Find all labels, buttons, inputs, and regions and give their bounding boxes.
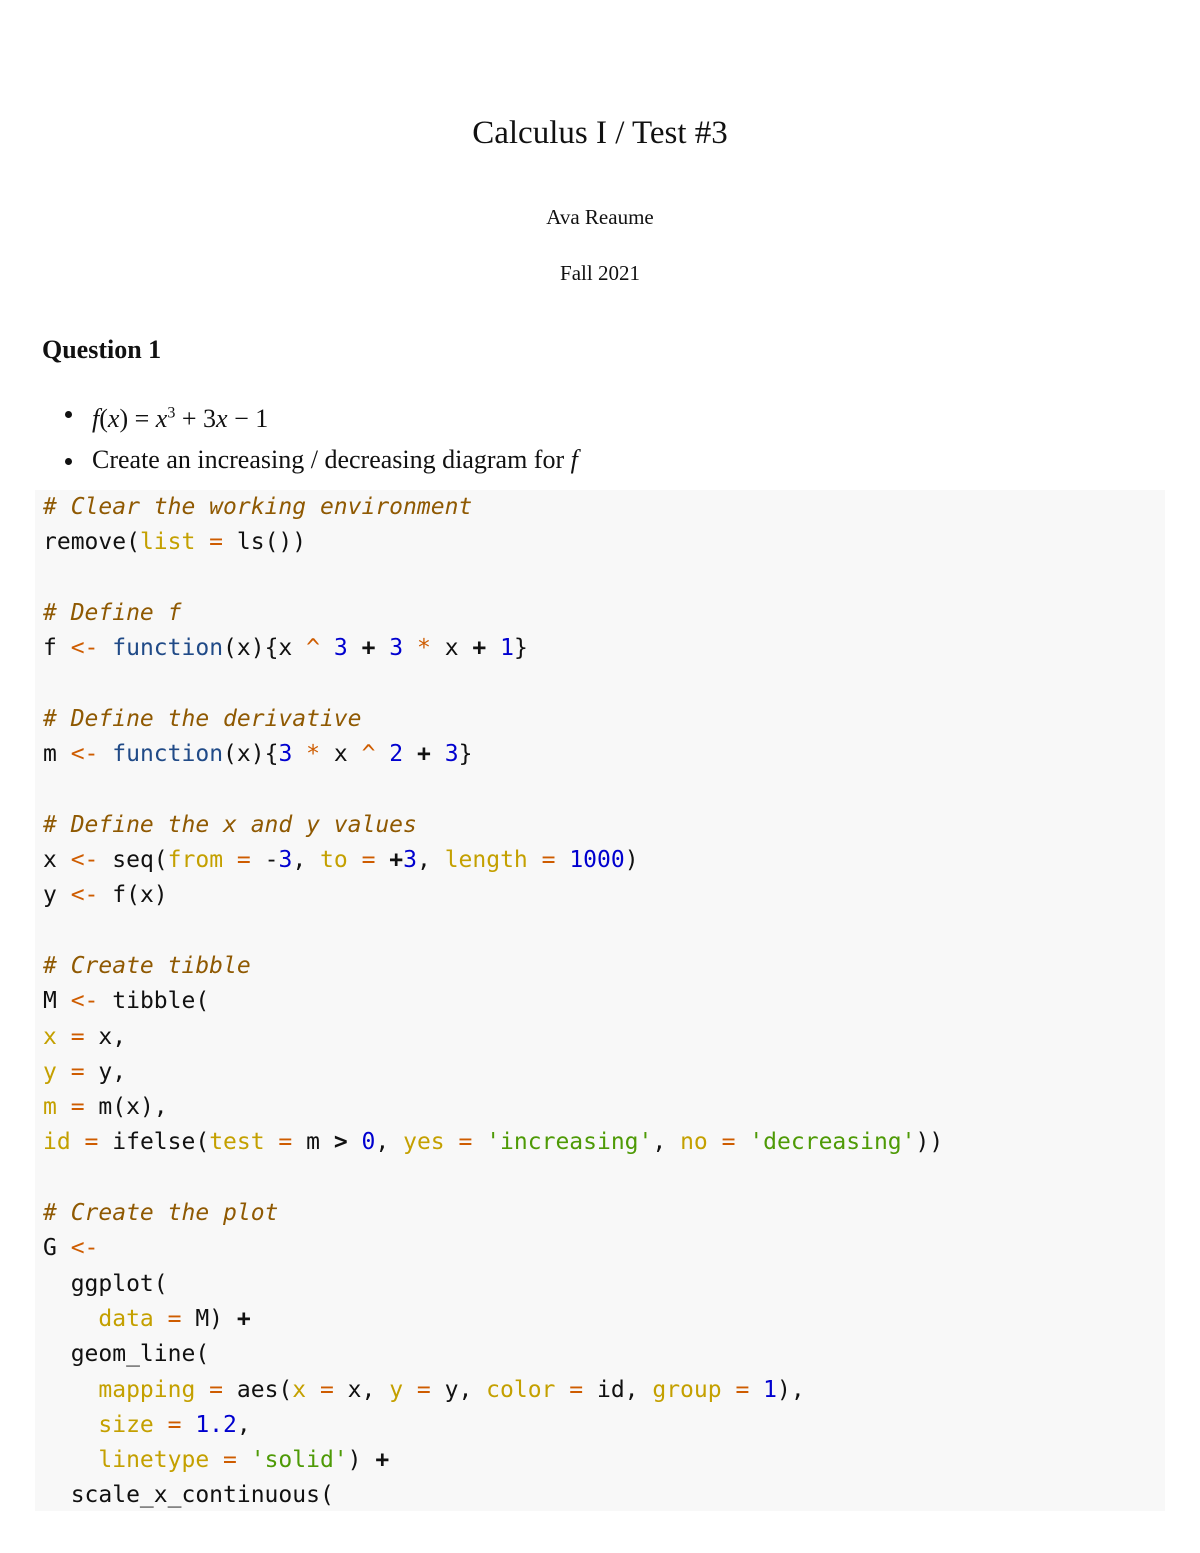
code-token-plain: ifelse( [112, 1129, 210, 1156]
code-token-arg: yes [403, 1129, 445, 1156]
code-line [43, 702, 362, 737]
code-token-op: <- [70, 988, 99, 1015]
code-token-arg: y [43, 1058, 57, 1085]
code-token-plain: ) [624, 847, 639, 873]
r-code-block [35, 490, 1165, 1511]
code-token-arg: test [209, 1129, 265, 1156]
code-line [43, 1478, 334, 1511]
code-token-arg: list [139, 529, 196, 556]
code-token-kw: function [112, 635, 224, 662]
code-token-arg: id [43, 1129, 71, 1156]
code-token-op: = [403, 1376, 445, 1403]
code-token-plain: m(x), [98, 1094, 168, 1121]
code-line [43, 1125, 943, 1160]
code-token-arg: no [680, 1129, 708, 1156]
code-token-op: = [195, 529, 237, 556]
code-token-arg: y [389, 1376, 404, 1403]
code-token-plain: } [458, 741, 473, 768]
code-token-plain: geom_line( [43, 1341, 210, 1368]
code-token-op: <- [70, 635, 99, 662]
code-token-op: <- [70, 882, 99, 909]
code-token-num: 3 [444, 741, 459, 768]
code-token-op: = [195, 1376, 237, 1403]
code-token-op: * [306, 741, 321, 768]
code-token-op: = [444, 1129, 487, 1156]
code-token-plain [403, 635, 417, 661]
code-token-plain: - [264, 847, 279, 873]
code-token-comment: # Create the plot [43, 1200, 279, 1226]
code-line [43, 596, 181, 631]
code-token-str: 'increasing' [486, 1129, 653, 1156]
code-token-arg: mapping [98, 1376, 196, 1403]
code-token-op: = [70, 1129, 113, 1156]
code-token-arg: data [98, 1305, 154, 1332]
code-line [43, 1267, 168, 1302]
code-token-comment: # Clear the working environment [43, 494, 473, 520]
code-line [43, 1055, 126, 1090]
code-token-arg: group [652, 1376, 722, 1403]
code-token-str: 'solid' [250, 1447, 348, 1474]
code-token-plain: } [514, 635, 528, 662]
code-token-arg: m [43, 1094, 57, 1121]
code-token-plain: x, [98, 1023, 127, 1050]
code-token-plain: tibble( [98, 988, 210, 1015]
code-token-plain: scale_x_continuous( [43, 1482, 334, 1509]
code-token-op: = [555, 1376, 597, 1403]
code-token-bold: + [417, 741, 431, 768]
question-heading: Question 1 [42, 335, 162, 364]
code-token-plain [403, 741, 417, 767]
code-token-num: 3 [333, 635, 348, 662]
code-token-arg: size [98, 1411, 154, 1438]
code-token-arg: x [292, 1376, 307, 1403]
code-token-num: 3 [389, 635, 404, 662]
code-token-plain [348, 635, 362, 661]
code-token-op: <- [70, 847, 99, 873]
code-token-op: = [56, 1094, 99, 1121]
code-token-num: 3 [278, 741, 293, 768]
code-token-op: = [707, 1129, 750, 1156]
code-token-plain: seq( [98, 847, 168, 873]
code-token-num: 1 [500, 635, 514, 662]
code-token-plain: x [430, 635, 473, 662]
code-token-plain: ggplot( [43, 1270, 168, 1297]
code-token-arg: length [444, 847, 528, 873]
code-line [43, 1408, 251, 1443]
code-token-arg: to [320, 847, 348, 873]
code-token-plain: , [416, 847, 445, 873]
code-token-plain [98, 741, 112, 767]
code-token-arg: color [486, 1376, 556, 1403]
code-line [43, 490, 472, 525]
code-token-arg: linetype [98, 1447, 210, 1474]
code-token-op: = [223, 847, 265, 873]
code-token-op: = [264, 1129, 307, 1156]
code-token-comment: # Create tibble [43, 952, 251, 979]
code-token-op: = [209, 1447, 251, 1474]
code-line [43, 1020, 126, 1055]
code-token-op: = [306, 1376, 348, 1403]
code-line [43, 1302, 251, 1337]
code-token-kw: function [112, 741, 224, 768]
code-token-plain: x [43, 847, 71, 873]
code-token-num: 1000 [569, 847, 625, 873]
code-token-plain: (x){x [223, 635, 307, 662]
code-line [43, 1373, 805, 1408]
bullet-function-definition [62, 393, 578, 440]
code-token-plain: , [652, 1129, 681, 1156]
code-line [43, 878, 168, 913]
code-token-plain: ls()) [236, 529, 307, 556]
bullet-task-description [62, 440, 578, 487]
code-line [43, 737, 472, 772]
code-token-plain: (x){ [223, 741, 279, 768]
code-token-op: <- [70, 1235, 99, 1262]
code-token-op: = [347, 847, 390, 873]
code-token-plain: x, [347, 1376, 390, 1403]
code-token-plain: f [43, 635, 71, 662]
code-token-plain [348, 1129, 362, 1155]
code-token-plain [43, 1412, 98, 1438]
bullet-dot-icon [65, 458, 72, 465]
code-line [43, 984, 209, 1019]
code-token-num: 3 [278, 847, 293, 873]
question-bullet-list [62, 393, 578, 487]
code-token-num: 1 [763, 1376, 778, 1403]
code-token-op: = [527, 847, 570, 873]
code-token-op: = [56, 1058, 99, 1085]
code-token-plain: M [43, 988, 71, 1015]
code-token-comment: # Define the x and y values [43, 811, 417, 838]
code-token-plain [98, 635, 112, 661]
code-token-plain [320, 635, 334, 661]
code-token-op: * [417, 635, 431, 662]
code-token-plain: m [306, 1129, 334, 1156]
code-line [43, 808, 417, 843]
code-token-op: ^ [361, 741, 376, 768]
code-token-plain [43, 1377, 98, 1403]
code-token-plain [292, 741, 306, 767]
code-token-plain: y [43, 882, 71, 909]
code-token-plain: aes( [236, 1376, 293, 1403]
code-token-plain: , [236, 1411, 251, 1438]
code-token-plain [486, 635, 500, 661]
code-token-arg: x [43, 1023, 57, 1050]
code-token-plain: y, [444, 1376, 487, 1403]
code-token-num: 1.2 [195, 1411, 237, 1438]
code-token-plain: ) [347, 1447, 376, 1474]
document-title: Calculus I / Test #3 [472, 115, 728, 151]
code-token-plain: M) [195, 1305, 237, 1332]
code-token-op: ^ [306, 635, 320, 662]
code-token-plain: , [292, 847, 321, 873]
code-line [43, 1231, 98, 1266]
code-token-op: = [153, 1411, 196, 1438]
code-line [43, 843, 639, 878]
code-token-plain: f(x) [98, 882, 168, 909]
code-token-plain [43, 1306, 98, 1332]
function-formula: $f(x) = x^3 + 3x - 1$ [92, 403, 269, 433]
code-token-bold: > [333, 1129, 348, 1156]
code-token-plain: G [43, 1235, 71, 1262]
code-line [43, 949, 251, 984]
code-line [43, 1196, 278, 1231]
code-token-plain [375, 741, 389, 767]
code-token-plain: ), [777, 1376, 805, 1403]
code-token-plain [43, 1447, 98, 1473]
code-token-plain [431, 741, 445, 767]
code-token-num: 3 [403, 847, 417, 873]
code-token-comment: # Define f [43, 599, 182, 626]
code-line [43, 1090, 168, 1125]
code-token-op: = [153, 1305, 196, 1332]
code-token-bold: + [375, 1447, 390, 1474]
code-token-plain: m [43, 741, 71, 768]
code-token-plain: , [375, 1129, 404, 1156]
code-line [43, 1443, 389, 1478]
document-date: Fall 2021 [560, 261, 640, 285]
code-line [43, 525, 306, 560]
code-line [43, 1337, 209, 1372]
code-token-bold: + [361, 635, 376, 662]
code-token-bold: + [389, 847, 404, 873]
code-token-op: <- [70, 741, 99, 768]
code-token-plain: x [320, 741, 362, 768]
document-author: Ava Reaume [546, 205, 654, 229]
code-token-plain: y, [98, 1058, 127, 1085]
bullet-dot-icon [65, 411, 72, 418]
code-token-plain: )) [915, 1129, 944, 1156]
code-token-num: 0 [361, 1129, 376, 1156]
code-token-plain: remove( [43, 529, 140, 556]
task-function-symbol: f [570, 445, 578, 474]
code-token-op: = [56, 1023, 99, 1050]
code-token-bold: + [236, 1305, 251, 1332]
code-token-plain: id, [596, 1376, 653, 1403]
code-token-str: 'decreasing' [749, 1129, 916, 1156]
code-token-bold: + [472, 635, 487, 662]
code-token-plain [375, 635, 389, 661]
code-line [43, 631, 528, 666]
code-token-op: = [721, 1376, 764, 1403]
code-token-arg: from [167, 847, 224, 873]
task-text: Create an increasing / decreasing diagram for [92, 445, 571, 474]
code-token-comment: # Define the derivative [43, 705, 362, 732]
code-token-num: 2 [389, 741, 404, 768]
